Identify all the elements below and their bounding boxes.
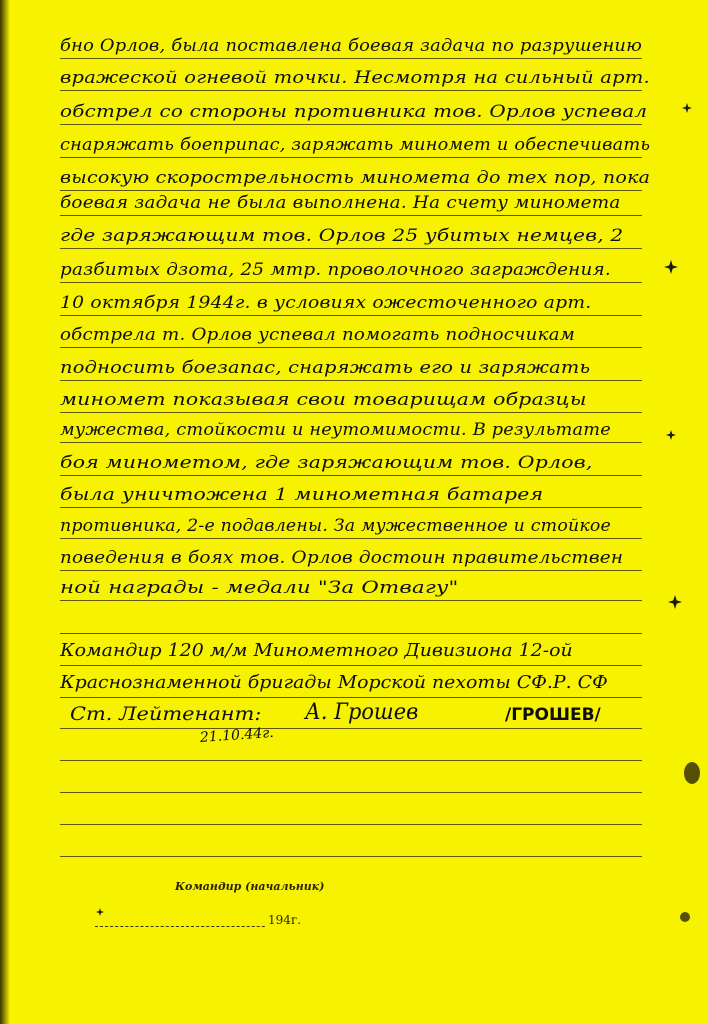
ink-blot	[666, 430, 676, 440]
ruled-line	[60, 824, 642, 825]
ruled-line	[60, 600, 642, 601]
ruled-line	[60, 697, 642, 698]
ruled-line	[60, 248, 642, 249]
ruled-line	[60, 633, 642, 634]
handwritten-line: где заряжающим тов. Орлов 25 убитых немцев, 2	[60, 226, 624, 246]
ruled-line	[60, 570, 642, 571]
handwritten-line: разбитых дзота, 25 мтр. проволочного заграждения.	[60, 260, 611, 280]
handwritten-line: высокую скорострельность миномета до тех пор, пока	[60, 168, 651, 188]
ink-smudge	[684, 762, 700, 784]
commander-unit-line: Командир 120 м/м Минометного Дивизиона 12-ой	[60, 640, 573, 661]
ruled-line	[60, 475, 642, 476]
ruled-line	[60, 380, 642, 381]
handwritten-line: обстрела т. Орлов успевал помогать подносчикам	[60, 325, 576, 345]
ink-blot	[664, 260, 678, 274]
handwritten-line: подносить боезапас, снаряжать его и заряжать	[60, 358, 591, 378]
ruled-line	[60, 157, 642, 158]
ink-smudge	[680, 912, 690, 922]
handwritten-line: боя минометом, где заряжающим тов. Орлов,	[60, 453, 593, 473]
handwritten-line: мужества, стойкости и неутомимости. В результате	[60, 420, 611, 440]
ruled-line	[60, 856, 642, 857]
ruled-line	[60, 58, 642, 59]
handwritten-line: бно Орлов, была поставлена боевая задача по разрушению	[60, 36, 643, 56]
handwritten-line: ной награды - медали "За Отвагу"	[60, 578, 459, 598]
ink-blot	[96, 908, 104, 916]
commander-name: /ГРОШЕВ/	[505, 705, 601, 725]
commander-signature: А. Грошев	[305, 700, 419, 725]
ruled-line	[60, 538, 642, 539]
form-year: 194	[268, 913, 291, 927]
handwritten-line: была уничтожена 1 минометная батарея	[60, 485, 544, 505]
ruled-line	[60, 760, 642, 761]
page-edge-shadow	[0, 0, 10, 1024]
ruled-line	[60, 412, 642, 413]
ruled-line	[60, 665, 642, 666]
ruled-line	[60, 507, 642, 508]
ruled-line	[60, 190, 642, 191]
ruled-line	[60, 442, 642, 443]
ink-blot	[668, 595, 682, 609]
ruled-line	[60, 728, 642, 729]
handwritten-line: поведения в боях тов. Орлов достоин правительствен	[60, 548, 624, 568]
form-year-suffix: г.	[291, 913, 302, 927]
handwritten-line: противника, 2-е подавлены. За мужественное и стойкое	[60, 516, 612, 536]
ruled-line	[60, 215, 642, 216]
ruled-line	[60, 124, 642, 125]
handwritten-line: 10 октября 1944г. в условиях ожесточенного арт.	[60, 293, 592, 313]
ruled-line	[60, 347, 642, 348]
handwritten-line: снаряжать боеприпас, заряжать миномет и обеспечивать	[60, 135, 651, 155]
date-underline	[95, 926, 280, 927]
ruled-line	[60, 282, 642, 283]
commander-form-label: Командир (начальник)	[175, 880, 325, 893]
handwritten-line: обстрел со стороны противника тов. Орлов успевал	[60, 102, 648, 122]
ruled-line	[60, 90, 642, 91]
signature-date: 21.10.44г.	[199, 724, 275, 746]
commander-brigade-line: Краснознаменной бригады Морской пехоты СФ.Р. СФ	[60, 672, 608, 693]
handwritten-line: боевая задача не была выполнена. На счету миномета	[60, 193, 621, 213]
handwritten-line: вражеской огневой точки. Несмотря на сильный арт.	[60, 68, 650, 88]
ruled-line	[60, 792, 642, 793]
ink-blot	[682, 103, 692, 113]
handwritten-line: миномет показывая свои товарищам образцы	[60, 390, 587, 410]
ruled-line	[60, 315, 642, 316]
commander-rank: Ст. Лейтенант:	[70, 703, 262, 725]
